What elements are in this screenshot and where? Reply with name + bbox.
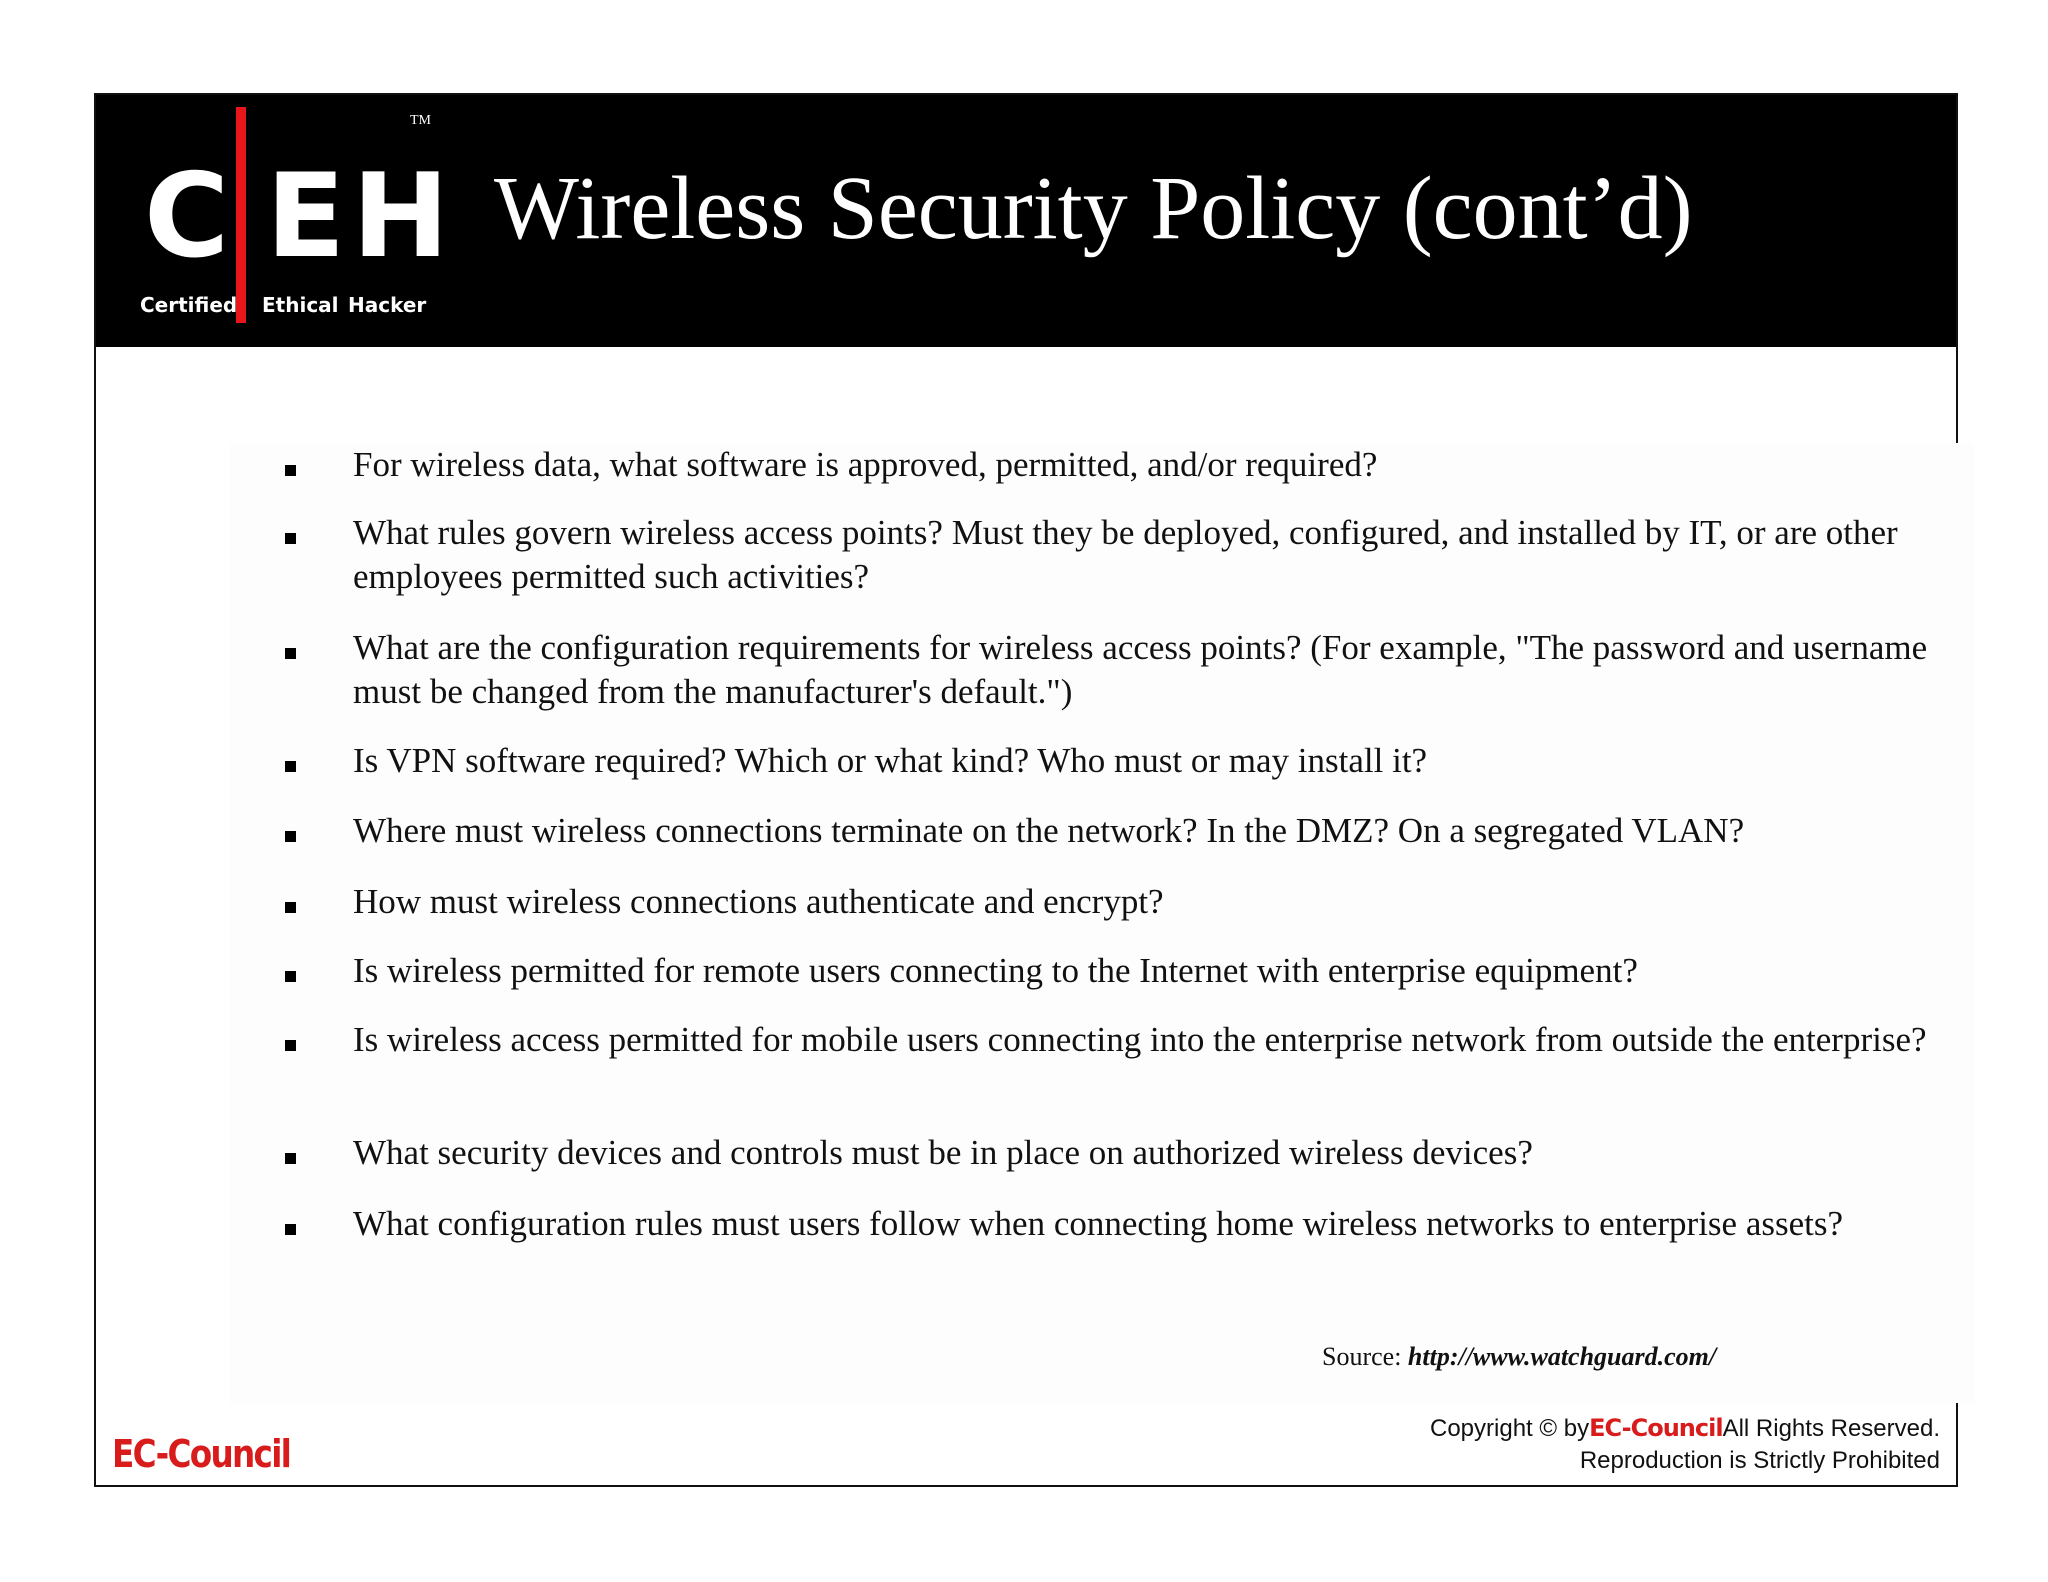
- bullet-square-icon: [285, 1040, 296, 1051]
- bullet-square-icon: [285, 831, 296, 842]
- slide: [94, 93, 1958, 1487]
- ceh-logo: [140, 107, 450, 337]
- bullet-text: Is VPN software required? Which or what kind? Who must or may install it?: [353, 741, 1428, 780]
- copyright-brand: EC-Council: [1589, 1414, 1723, 1442]
- copyright-notice: [1430, 1412, 1940, 1477]
- bullet-text: Is wireless access permitted for mobile users connecting into the enterprise network from outside the enterprise?: [353, 1020, 1927, 1059]
- bullet-text: What rules govern wireless access points? Must they be deployed, configured, and installed by IT, or are other employees permitted such activities?: [353, 513, 1898, 596]
- logo-letter-h: H: [352, 149, 450, 284]
- bullet-text: Is wireless permitted for remote users connecting to the Internet with enterprise equipment?: [353, 951, 1638, 990]
- slide-title: Wireless Security Policy (cont’d): [494, 159, 1693, 258]
- bullet-square-icon: [285, 1153, 296, 1164]
- bullet-text: What configuration rules must users follow when connecting home wireless networks to enterprise assets?: [353, 1204, 1844, 1243]
- bullet-text: What are the configuration requirements for wireless access points? (For example, "The password and username must be changed from the manufacturer's default."): [353, 628, 1928, 711]
- bullet-square-icon: [285, 902, 296, 913]
- logo-letter-e: E: [266, 149, 346, 284]
- source-label: Source:: [1322, 1342, 1402, 1371]
- logo-letter-c: C: [144, 149, 230, 284]
- logo-label-certified: Certified: [140, 293, 238, 317]
- bullet-square-icon: [285, 761, 296, 772]
- reproduction-notice: Reproduction is Strictly Prohibited: [1579, 1447, 1940, 1474]
- source-citation: [1322, 1342, 1716, 1372]
- ec-council-logo: EC-Council: [112, 1432, 291, 1476]
- trademark-symbol: TM: [410, 113, 431, 128]
- bullet-text: For wireless data, what software is approved, permitted, and/or required?: [353, 445, 1378, 484]
- bullet-square-icon: [285, 533, 296, 544]
- logo-label-ethical: Ethical: [262, 293, 339, 317]
- bullet-text: How must wireless connections authenticate and encrypt?: [353, 882, 1164, 921]
- copyright-suffix: All Rights Reserved.: [1722, 1415, 1940, 1442]
- bullet-text: Where must wireless connections terminate on the network? In the DMZ? On a segregated VLAN?: [353, 811, 1745, 850]
- bullet-square-icon: [285, 465, 296, 476]
- bullet-square-icon: [285, 648, 296, 659]
- copyright-line: [1430, 1412, 1940, 1445]
- logo-letters: [144, 149, 450, 284]
- logo-red-bar: [236, 107, 246, 323]
- bullet-square-icon: [285, 971, 296, 982]
- copyright-prefix: Copyright © by: [1430, 1415, 1590, 1442]
- bullet-square-icon: [285, 1224, 296, 1235]
- bullet-text: What security devices and controls must be in place on authorized wireless devices?: [353, 1133, 1533, 1172]
- logo-label-hacker: Hacker: [348, 293, 427, 317]
- slide-content: [229, 443, 1974, 1403]
- source-url-link[interactable]: http://www.watchguard.com/: [1407, 1342, 1717, 1371]
- slide-header: [96, 95, 1956, 347]
